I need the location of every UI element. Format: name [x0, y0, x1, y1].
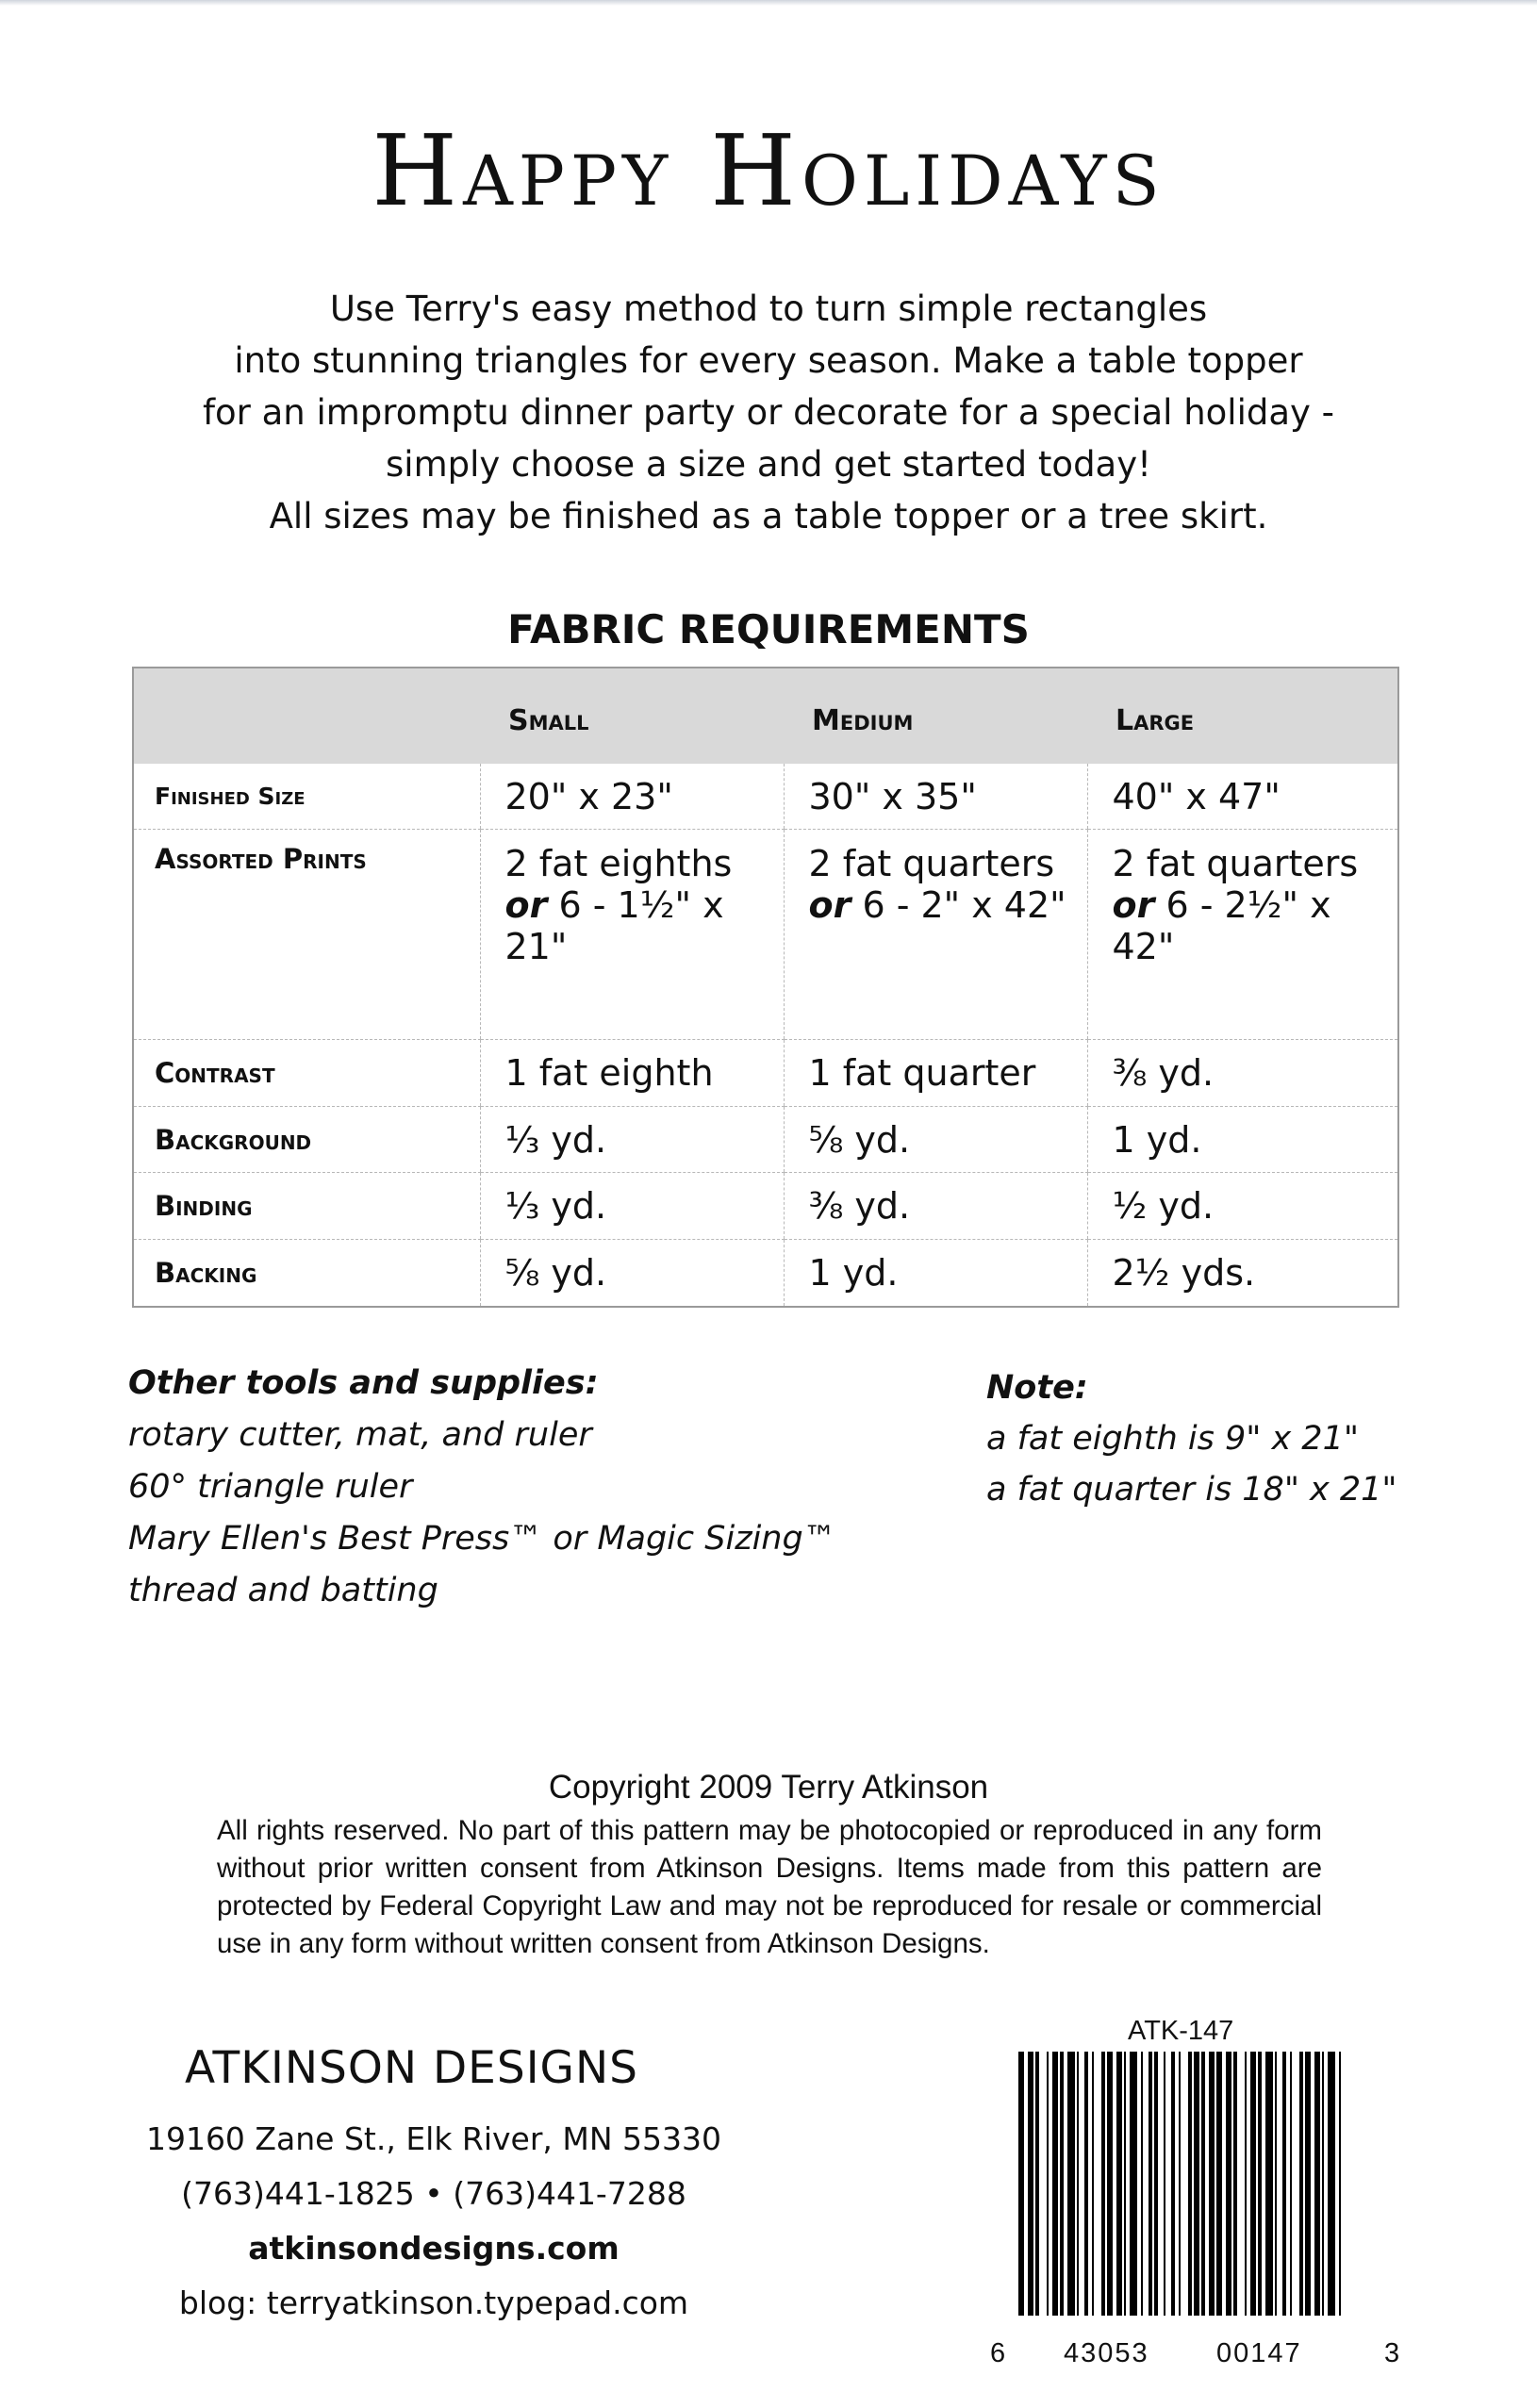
company-address: 19160 Zane St., Elk River, MN 55330 [145, 2120, 722, 2157]
table-header-row [133, 668, 1398, 764]
barcode-bar [1226, 2052, 1231, 2316]
note-block [986, 1362, 1397, 1515]
barcode-bar [1245, 2052, 1247, 2316]
intro-paragraph [0, 283, 1537, 542]
barcode-bar [1124, 2052, 1126, 2316]
barcode-bar [1116, 2052, 1122, 2316]
alternate-cut: 6 - 2" x 42" [862, 884, 1066, 927]
company-name: ATKINSON DESIGNS [185, 2042, 638, 2094]
table-cell: 1 yd. [1087, 1106, 1398, 1173]
cell-primary: 2 fat eighths [504, 843, 733, 885]
note-line: a fat quarter is 18" x 21" [986, 1471, 1397, 1509]
page-top-edge [0, 0, 1537, 6]
alternate-cut: 6 - 1½" x 21" [504, 884, 724, 968]
column-header-large: Large [1087, 668, 1398, 764]
row-label: Backing [155, 1257, 257, 1289]
column-header-small: Small [480, 668, 784, 764]
or-word: or [1112, 884, 1155, 927]
column-header-medium: Medium [784, 668, 1087, 764]
table-cell [784, 830, 1087, 1040]
barcode-bar [1322, 2052, 1324, 2316]
table-row-binding [133, 1173, 1398, 1240]
or-word: or [504, 884, 548, 927]
barcode-bar [1035, 2052, 1039, 2316]
barcode-bar [1290, 2052, 1292, 2316]
tools-item: Mary Ellen's Best Press™ or Magic Sizing™ [128, 1520, 836, 1558]
table-cell: 1 fat eighth [480, 1040, 784, 1107]
cell-primary: 2 fat quarters [808, 843, 1055, 885]
barcode-bar [1047, 2052, 1049, 2316]
table-row-backing [133, 1240, 1398, 1307]
table-cell: 2½ yds. [1087, 1240, 1398, 1307]
barcode-digit-left: 6 [990, 2338, 1006, 2368]
barcode-bar [1201, 2052, 1205, 2316]
tools-item: thread and batting [128, 1572, 438, 1609]
barcode-bar [1164, 2052, 1165, 2316]
copyright-body: All rights reserved. No part of this pattern may be photocopied or reproduced in any form without prior written consent from Atkinson Designs. Items made from this pattern are protected by Federal Copyright Law and may not be reproduced for resale or commercial use in any form without written consent from Atkinson Designs. [217, 1815, 1322, 1959]
barcode-bar [1171, 2052, 1175, 2316]
barcode-bar [1028, 2052, 1033, 2316]
barcode-bar [1141, 2052, 1143, 2316]
intro-line: All sizes may be finished as a table topper or a tree skirt. [269, 496, 1268, 536]
copyright-title: Copyright 2009 Terry Atkinson [548, 1769, 989, 1806]
barcode-bar [1188, 2052, 1192, 2316]
barcode-bar [1265, 2052, 1273, 2316]
table-row-finished-size [133, 764, 1398, 830]
cell-alternate [505, 884, 783, 967]
row-label: Assorted Prints [133, 830, 480, 1040]
cell-alternate [809, 884, 1086, 926]
barcode-bar [1299, 2052, 1303, 2316]
barcode-bar [1258, 2052, 1262, 2316]
company-website: atkinsondesigns.com [248, 2230, 620, 2267]
tools-and-supplies [128, 1358, 836, 1617]
intro-line: simply choose a size and get started today! [386, 444, 1151, 485]
row-label: Contrast [133, 1040, 480, 1107]
row-label: Background [133, 1106, 480, 1173]
barcode-bar [1052, 2052, 1058, 2316]
table-cell: ½ yd. [1087, 1173, 1398, 1240]
company-contact [132, 2112, 735, 2331]
row-label: Binding [133, 1173, 480, 1240]
barcode-bar [1216, 2052, 1222, 2316]
table-cell: 30" x 35" [784, 764, 1087, 830]
barcode-bar [1179, 2052, 1181, 2316]
table-cell: 40" x 47" [1087, 764, 1398, 830]
company-phones: (763)441-1825 • (763)441-7288 [181, 2175, 686, 2212]
barcode-digits-group1: 43053 [1064, 2338, 1149, 2368]
table-cell: 1 yd. [784, 1240, 1087, 1307]
barcode-bar [1209, 2052, 1215, 2316]
table-cell: ⅓ yd. [480, 1106, 784, 1173]
barcode-bar [1130, 2052, 1137, 2316]
intro-line: Use Terry's easy method to turn simple rectangles [329, 289, 1208, 329]
barcode-bar [1154, 2052, 1158, 2316]
or-word: or [808, 884, 851, 927]
intro-line: into stunning triangles for every season. Make a table topper [234, 340, 1303, 381]
barcode-bar [1250, 2052, 1256, 2316]
table-row-contrast [133, 1040, 1398, 1107]
fabric-requirements-heading: FABRIC REQUIREMENTS [507, 606, 1030, 652]
table-cell: ⅓ yd. [480, 1173, 784, 1240]
barcode-bar [1067, 2052, 1075, 2316]
fabric-requirements-table [132, 667, 1399, 1308]
barcode-bar [1149, 2052, 1152, 2316]
intro-line: for an impromptu dinner party or decorate for a special holiday - [202, 392, 1335, 433]
barcode-bar [1107, 2052, 1113, 2316]
barcode-bar [1328, 2052, 1335, 2316]
barcode-bar [1060, 2052, 1064, 2316]
cell-alternate [1113, 884, 1397, 967]
barcode-bar [1233, 2052, 1237, 2316]
note-heading: Note: [986, 1369, 1088, 1407]
page-title: Happy Holidays [372, 113, 1165, 228]
table-cell: ⅝ yd. [784, 1106, 1087, 1173]
barcode-digit-right: 3 [1384, 2338, 1400, 2368]
barcode-bar [1077, 2052, 1079, 2316]
barcode-bar [1275, 2052, 1277, 2316]
alternate-cut: 6 - 2½" x 42" [1112, 884, 1331, 968]
table-cell: ⅝ yd. [480, 1240, 784, 1307]
table-cell [1087, 830, 1398, 1040]
table-cell: ⅜ yd. [784, 1173, 1087, 1240]
barcode-digits-group2: 00147 [1216, 2338, 1302, 2368]
barcode-bar [1314, 2052, 1320, 2316]
barcode-bar [1101, 2052, 1105, 2316]
table-row-background [133, 1106, 1398, 1173]
row-label: Finished Size [133, 764, 480, 830]
company-blog: blog: terryatkinson.typepad.com [178, 2284, 689, 2321]
table-cell [480, 830, 784, 1040]
barcode [990, 2052, 1367, 2334]
barcode-bar [1194, 2052, 1199, 2316]
barcode-bar [1339, 2052, 1341, 2316]
table-row-assorted-prints [133, 830, 1398, 1040]
note-line: a fat eighth is 9" x 21" [986, 1420, 1359, 1458]
product-sku: ATK-147 [1128, 2016, 1234, 2046]
header-blank [133, 668, 480, 764]
table-cell: 1 fat quarter [784, 1040, 1087, 1107]
barcode-bar [1282, 2052, 1286, 2316]
barcode-bar [1018, 2052, 1024, 2316]
table-cell: 20" x 23" [480, 764, 784, 830]
barcode-bar [1092, 2052, 1094, 2316]
tools-heading: Other tools and supplies: [128, 1364, 599, 1402]
barcode-bar [1084, 2052, 1088, 2316]
table-cell: ⅜ yd. [1087, 1040, 1398, 1107]
tools-item: rotary cutter, mat, and ruler [128, 1416, 592, 1454]
barcode-bar [1305, 2052, 1311, 2316]
cell-primary: 2 fat quarters [1112, 843, 1359, 885]
tools-item: 60° triangle ruler [128, 1468, 413, 1506]
